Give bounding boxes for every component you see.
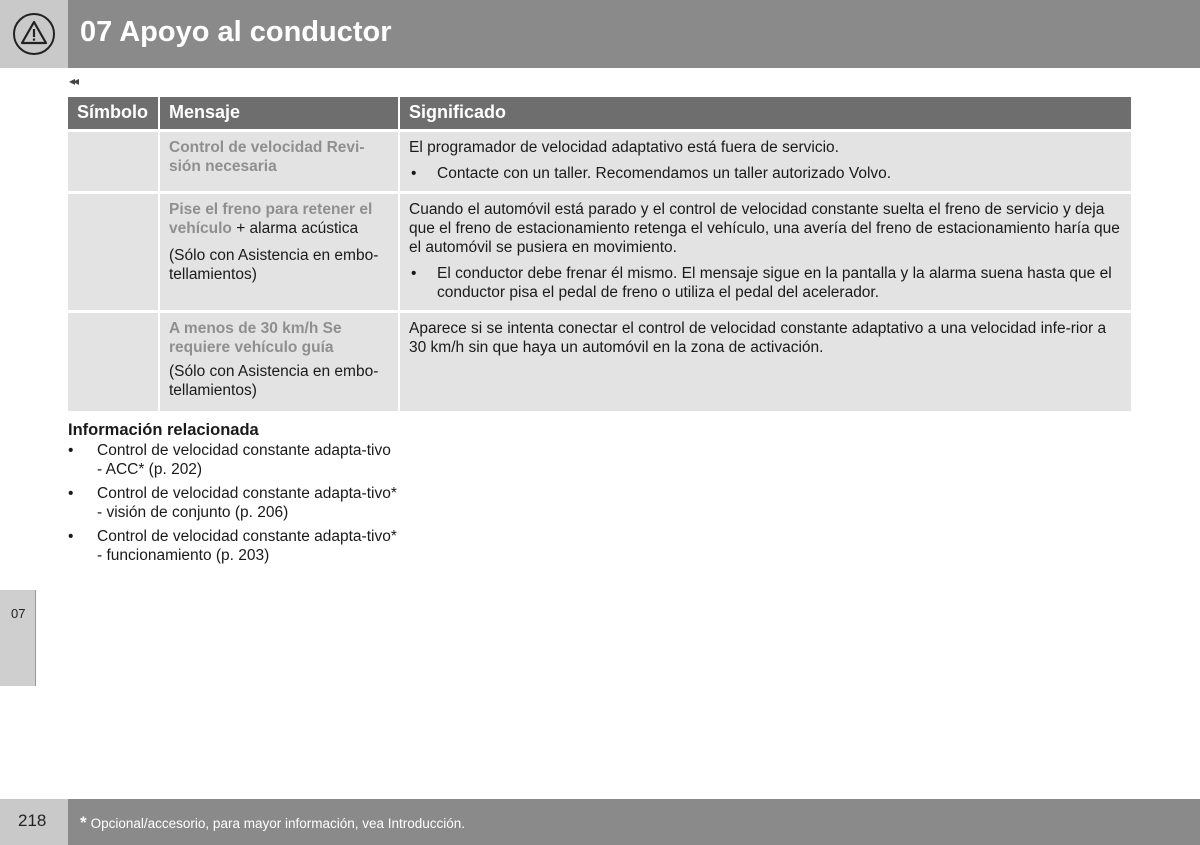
bullet-text: Contacte con un taller. Recomendamos un taller autorizado Volvo.	[437, 164, 892, 182]
meaning-text: El programador de velocidad adaptativo está fuera de servicio.	[409, 138, 839, 156]
message-note: (Sólo con Asistencia en embo-tellamientos)	[169, 246, 379, 283]
message-bold-text: Pise el freno para retener el vehículo	[169, 200, 373, 237]
meaning-cell	[399, 192, 1131, 311]
page-title: 07 Apoyo al conductor	[80, 16, 392, 48]
chapter-number: 07	[11, 606, 26, 621]
header-icon-area	[0, 0, 68, 68]
message-text: A menos de 30 km/h Se requiere vehículo guía	[169, 319, 342, 356]
bullet-text: El conductor debe frenar él mismo. El mensaje sigue en la pantalla y la alarma suena hasta que el conductor pisa el pedal de freno o utiliza el pedal del acelerador.	[437, 264, 1112, 301]
column-header-meaning: Significado	[399, 97, 1131, 130]
meaning-text: Cuando el automóvil está parado y el control de velocidad constante suelta el freno de servicio y deja que el freno de estacionamiento retenga el vehículo, una avería del freno de estacionamiento haría que el automóvil se pusiera en movimiento.	[409, 200, 1120, 256]
table-row	[68, 192, 1131, 311]
footer-page-area	[0, 799, 68, 845]
symbol-cell	[68, 192, 159, 311]
message-cell	[159, 192, 399, 311]
back-arrows-icon[interactable]: ◂◂	[69, 74, 78, 88]
related-link-text[interactable]: Control de velocidad constante adapta-tivo* - visión de conjunto (p. 206)	[97, 485, 397, 521]
header-bar	[68, 0, 1200, 68]
list-item	[409, 164, 1122, 183]
bullet-icon: •	[411, 164, 417, 182]
footnote-star: *	[80, 813, 87, 832]
message-text: Control de velocidad Revi-sión necesaria	[169, 138, 365, 175]
meaning-cell	[399, 130, 1131, 192]
meaning-text: Aparece si se intenta conectar el control de velocidad constante adaptativo a una velocidad infe-rior a 30 km/h sin que haya un automóvil en la zona de activación.	[409, 319, 1107, 356]
bullet-icon: •	[411, 264, 417, 282]
related-link[interactable]	[68, 441, 398, 479]
symbol-cell	[68, 311, 159, 411]
message-cell	[159, 130, 399, 192]
meaning-cell	[399, 311, 1131, 411]
message-text	[169, 200, 389, 238]
list-item	[409, 264, 1122, 302]
chapter-tab[interactable]	[0, 590, 36, 686]
message-cell	[159, 311, 399, 411]
related-link-text[interactable]: Control de velocidad constante adapta-tivo - ACC* (p. 202)	[97, 442, 391, 478]
table-row	[68, 311, 1131, 411]
footer-bar	[68, 799, 1200, 845]
message-plain-text: + alarma acústica	[231, 219, 359, 237]
column-header-symbol: Símbolo	[68, 97, 159, 130]
bullet-icon: •	[68, 528, 74, 545]
footnote	[80, 813, 465, 833]
message-note: (Sólo con Asistencia en embo-tellamientos)	[169, 362, 379, 399]
table-row	[68, 130, 1131, 192]
bullet-icon: •	[68, 442, 74, 459]
messages-table	[68, 97, 1131, 411]
bullet-icon: •	[68, 485, 74, 502]
table-header-row	[68, 97, 1131, 130]
symbol-cell	[68, 130, 159, 192]
column-header-message: Mensaje	[159, 97, 399, 130]
related-link[interactable]	[68, 527, 398, 565]
related-title: Información relacionada	[68, 421, 259, 439]
footnote-text: Opcional/accesorio, para mayor información, vea Introducción.	[90, 816, 466, 831]
related-link[interactable]	[68, 484, 398, 522]
page-number: 218	[18, 811, 47, 830]
warning-triangle-icon	[13, 13, 55, 55]
related-link-text[interactable]: Control de velocidad constante adapta-tivo* - funcionamiento (p. 203)	[97, 528, 397, 564]
related-information	[68, 421, 398, 570]
